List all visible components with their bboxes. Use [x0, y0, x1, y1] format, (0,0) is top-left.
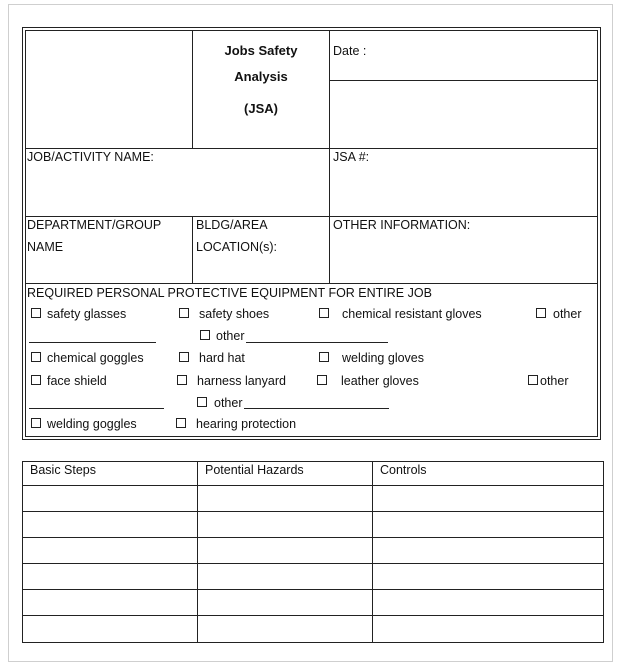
other-4-label: other: [214, 396, 243, 410]
hearing-protection-checkbox[interactable]: [176, 418, 186, 428]
hard-hat-checkbox[interactable]: [179, 352, 189, 362]
face-shield-label: face shield: [47, 374, 107, 388]
fill-in-line[interactable]: [29, 408, 164, 409]
form-title-line1: Jobs Safety: [224, 43, 298, 58]
other-1-checkbox[interactable]: [536, 308, 546, 318]
safety-shoes-checkbox[interactable]: [179, 308, 189, 318]
other-4-checkbox[interactable]: [197, 397, 207, 407]
welding-goggles-checkbox[interactable]: [31, 418, 41, 428]
department-label-line1: DEPARTMENT/GROUP: [27, 218, 162, 232]
jsa-number-label: JSA #:: [333, 150, 370, 164]
other-2-checkbox[interactable]: [200, 330, 210, 340]
safety-shoes-label: safety shoes: [199, 307, 270, 321]
col-divider: [192, 216, 193, 283]
leather-gloves-label: leather gloves: [341, 374, 419, 388]
chemical-resistant-gloves-checkbox[interactable]: [319, 308, 329, 318]
table-row-divider: [22, 563, 604, 564]
job-activity-name-label: JOB/ACTIVITY NAME:: [27, 150, 154, 164]
form-inner-border: [25, 30, 598, 437]
hearing-protection-label: hearing protection: [196, 417, 297, 431]
other-2-label: other: [216, 329, 245, 343]
safety-glasses-checkbox[interactable]: [31, 308, 41, 318]
row-divider: [25, 216, 598, 217]
other-4-fill-line[interactable]: [244, 408, 389, 409]
row-divider: [25, 148, 598, 149]
row-divider: [25, 283, 598, 284]
column-header-controls: Controls: [380, 463, 427, 477]
face-shield-checkbox[interactable]: [31, 375, 41, 385]
safety-glasses-label: safety glasses: [47, 307, 127, 321]
table-row-divider: [22, 615, 604, 616]
column-header-basic-steps: Basic Steps: [30, 463, 97, 477]
ppe-heading: REQUIRED PERSONAL PROTECTIVE EQUIPMENT FOR ENTIRE JOB: [27, 286, 432, 300]
harness-lanyard-label: harness lanyard: [197, 374, 286, 388]
department-label-line2: NAME: [27, 240, 64, 254]
table-row-divider: [22, 485, 604, 486]
bldg-label-line2: LOCATION(s):: [196, 240, 278, 254]
other-2-fill-line[interactable]: [246, 342, 388, 343]
column-header-potential-hazards: Potential Hazards: [205, 463, 304, 477]
other-3-checkbox[interactable]: [528, 375, 538, 385]
fill-in-line[interactable]: [29, 342, 156, 343]
date-label: Date :: [333, 44, 367, 58]
col-divider: [329, 30, 330, 283]
other-information-label: OTHER INFORMATION:: [333, 218, 471, 232]
date-divider: [330, 80, 598, 81]
chemical-resistant-gloves-label: chemical resistant gloves: [342, 307, 482, 321]
other-3-label: other: [540, 374, 569, 388]
other-1-label: other: [553, 307, 582, 321]
welding-gloves-label: welding gloves: [342, 351, 424, 365]
harness-lanyard-checkbox[interactable]: [177, 375, 187, 385]
chemical-goggles-checkbox[interactable]: [31, 352, 41, 362]
welding-gloves-checkbox[interactable]: [319, 352, 329, 362]
chemical-goggles-label: chemical goggles: [47, 351, 144, 365]
leather-gloves-checkbox[interactable]: [317, 375, 327, 385]
bldg-label-line1: BLDG/AREA: [196, 218, 268, 232]
hard-hat-label: hard hat: [199, 351, 245, 365]
table-row-divider: [22, 511, 604, 512]
table-row-divider: [22, 537, 604, 538]
form-title-line2: Analysis: [234, 69, 288, 84]
table-row-divider: [22, 589, 604, 590]
date-field[interactable]: [372, 38, 594, 76]
form-title-line3: (JSA): [244, 101, 278, 116]
welding-goggles-label: welding goggles: [47, 417, 137, 431]
